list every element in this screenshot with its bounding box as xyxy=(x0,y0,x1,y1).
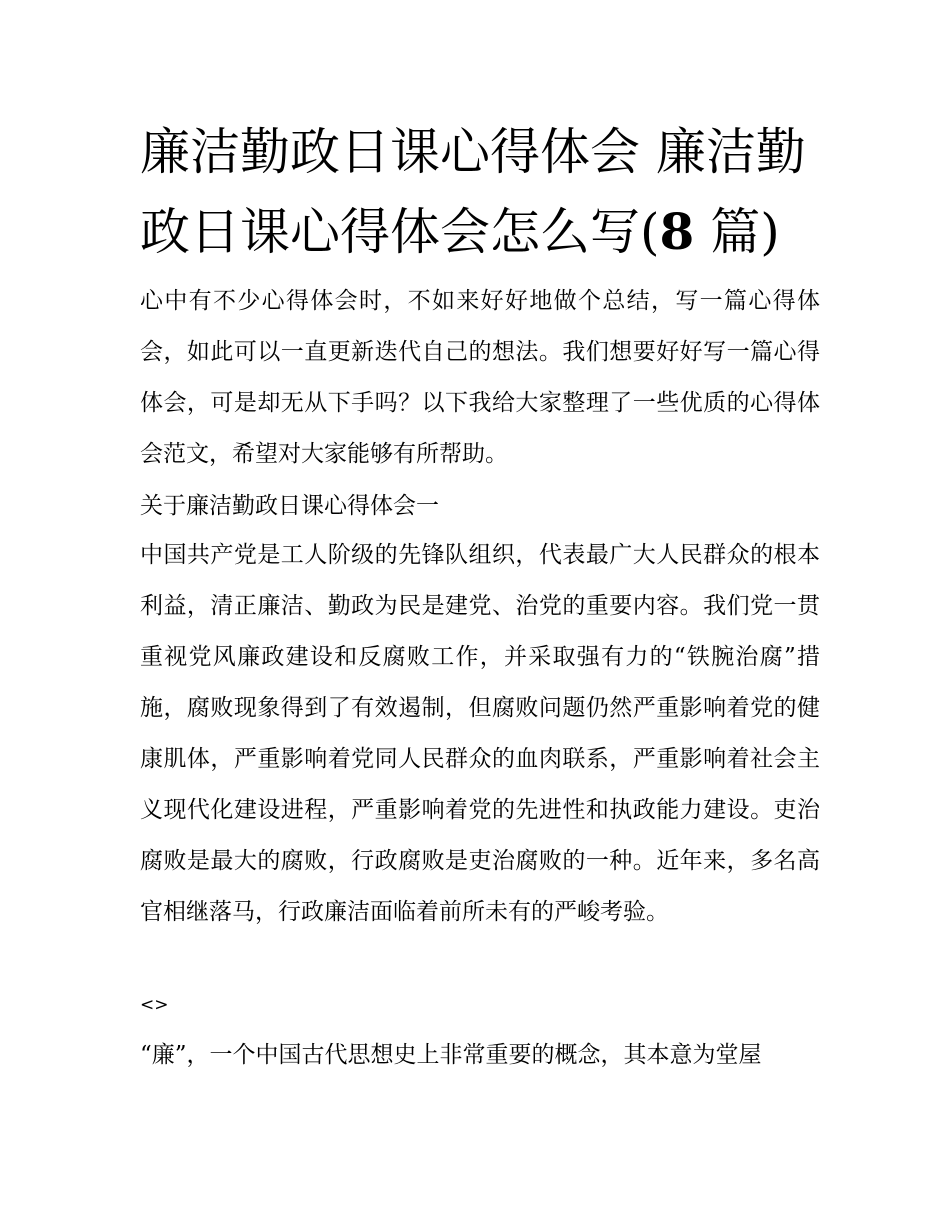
title-suffix: 篇) xyxy=(694,203,780,261)
section-paragraph-2: “廉”，一个中国古代思想史上非常重要的概念，其本意为堂屋 xyxy=(140,1042,762,1068)
page-title xyxy=(140,112,820,272)
placeholder-marker: <> xyxy=(140,995,169,1015)
section-heading: 关于廉洁勤政日课心得体会一 xyxy=(140,493,439,519)
title-number: 8 xyxy=(659,202,695,261)
section-paragraph: 中国共产党是工人阶级的先锋队组织，代表最广大人民群众的根本利益，清正廉洁、勤政为民是建党、治党的重要内容。我们党一贯重视党风廉政建设和反腐败工作，并采取强有力的“铁腕治腐”措施，腐败现象得到了有效遏制，但腐败问题仍然严重影响着党的健康肌体，严重影响着党同人民群众的血肉联系，严重影响着社会主义现代化建设进程，严重影响着党的先进性和执政能力建设。吏治腐败是最大的腐败，行政腐败是吏治腐败的一种。近年来，多名高官相继落马，行政廉洁面临着前所未有的严峻考验。 xyxy=(140,542,820,925)
intro-paragraph: 心中有不少心得体会时，不如来好好地做个总结，写一篇心得体会，如此可以一直更新迭代自己的想法。我们想要好好写一篇心得体会，可是却无从下手吗？以下我给大家整理了一些优质的心得体会范文，希望对大家能够有所帮助。 xyxy=(140,288,820,467)
title-text: 廉洁勤政日课心得体会 廉洁勤政日课心得体会怎么写( xyxy=(140,123,806,261)
